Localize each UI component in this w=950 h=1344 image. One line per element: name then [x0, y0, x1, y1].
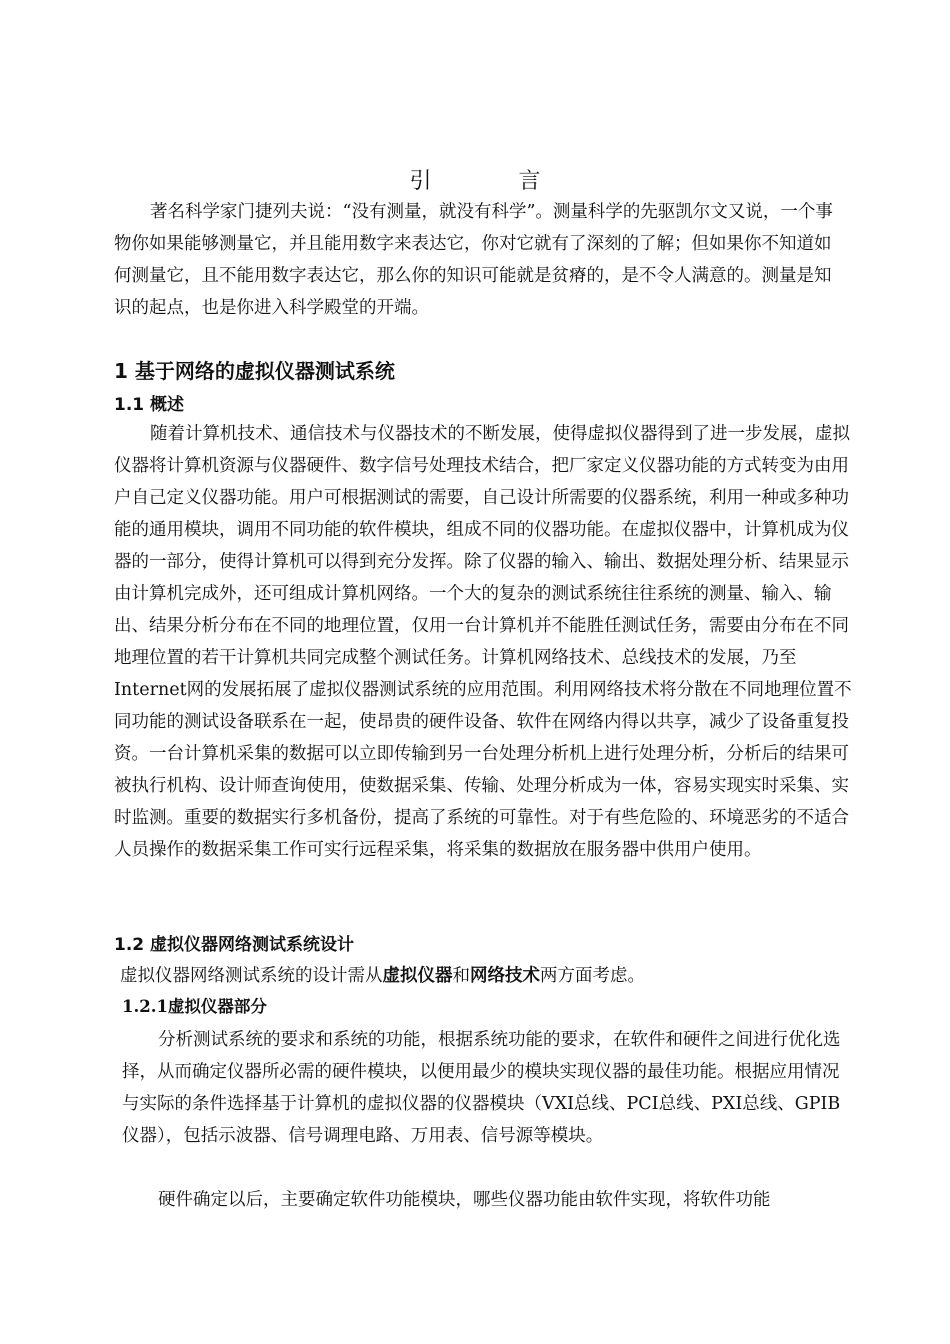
section-1-2-text-post: 两方面考虑。 — [540, 966, 645, 986]
section-1-2-paragraph — [120, 960, 840, 992]
section-1-2-1-paragraph: 分析测试系统的要求和系统的功能，根据系统功能的要求，在软件和硬件之间进行优化选择，从而确定仪器所必需的硬件模块，以便用最少的模块实现仪器的最佳功能。根据应用情况与实际的条件选择基于计算机的虚拟仪器的仪器模块（VXI总线、PCI总线、PXI总线、GPIB仪器），包括示波器、信号调理电路、万用表、信号源等模块。 — [122, 1030, 841, 1146]
section-1-heading: 1 基于网络的虚拟仪器测试系统 — [114, 359, 395, 383]
section-1-2-text-pre: 虚拟仪器网络测试系统的设计需从 — [120, 966, 383, 986]
section-1-2-text-mid: 和 — [452, 966, 470, 986]
document-title: 引 言 — [409, 169, 581, 194]
section-1-1-heading: 1.1 概述 — [114, 395, 185, 415]
section-1-2-bold-network-tech: 网络技术 — [470, 966, 540, 986]
section-1-2-1-paragraph-2: 硬件确定以后，主要确定软件功能模块，哪些仪器功能由软件实现，将软件功能 — [158, 1190, 771, 1210]
section-1-1-paragraph: 随着计算机技术、通信技术与仪器技术的不断发展，使得虚拟仪器得到了进一步发展，虚拟仪器将计算机资源与仪器硬件、数字信号处理技术结合，把厂家定义仪器功能的方式转变为由用户自己定义仪器功能。用户可根据测试的需要，自己设计所需要的仪器系统，利用一种或多种功能的通用模块，调用不同功能的软件模块，组成不同的仪器功能。在虚拟仪器中，计算机成为仪器的一部分，使得计算机可以得到充分发挥。除了仪器的输入、输出、数据处理分析、结果显示由计算机完成外，还可组成计算机网络。一个大的复杂的测试系统往往系统的测量、输入、输出、结果分析分布在不同的地理位置，仅用一台计算机并不能胜任测试任务，需要由分布在不同地理位置的若干计算机共同完成整个测试任务。计算机网络技术、总线技术的发展，乃至Internet网的发展拓展了虚拟仪器测试系统的应用范围。利用网络技术将分散在不同地理位置不同功能的测试设备联系在一起，使昂贵的硬件设备、软件在网络内得以共享，减少了设备重复投资。一台计算机采集的数据可以立即传输到另一台处理分析机上进行处理分析，分析后的结果可被执行机构、设计师查询使用，使数据采集、传输、处理分析成为一体，容易实现实时采集、实时监测。重要的数据实行多机备份，提高了系统的可靠性。对于有些危险的、环境恶劣的不适合人员操作的数据采集工作可实行远程采集，将采集的数据放在服务器中供用户使用。 — [114, 424, 852, 860]
section-1-2-1-heading: 1.2.1虚拟仪器部分 — [122, 997, 267, 1016]
section-1-2-heading: 1.2 虚拟仪器网络测试系统设计 — [114, 935, 355, 955]
section-1-2-bold-virtual-instrument: 虚拟仪器 — [382, 966, 453, 986]
intro-paragraph: 著名科学家门捷列夫说：“没有测量，就没有科学”。测量科学的先驱凯尔文又说，一个事物你如果能够测量它，并且能用数字来表达它，你对它就有了深刻的了解；但如果你不知道如何测量它，且不能用数字表达它，那么你的知识可能就是贫瘠的，是不令人满意的。测量是知识的起点，也是你进入科学殿堂的开端。 — [114, 202, 833, 318]
